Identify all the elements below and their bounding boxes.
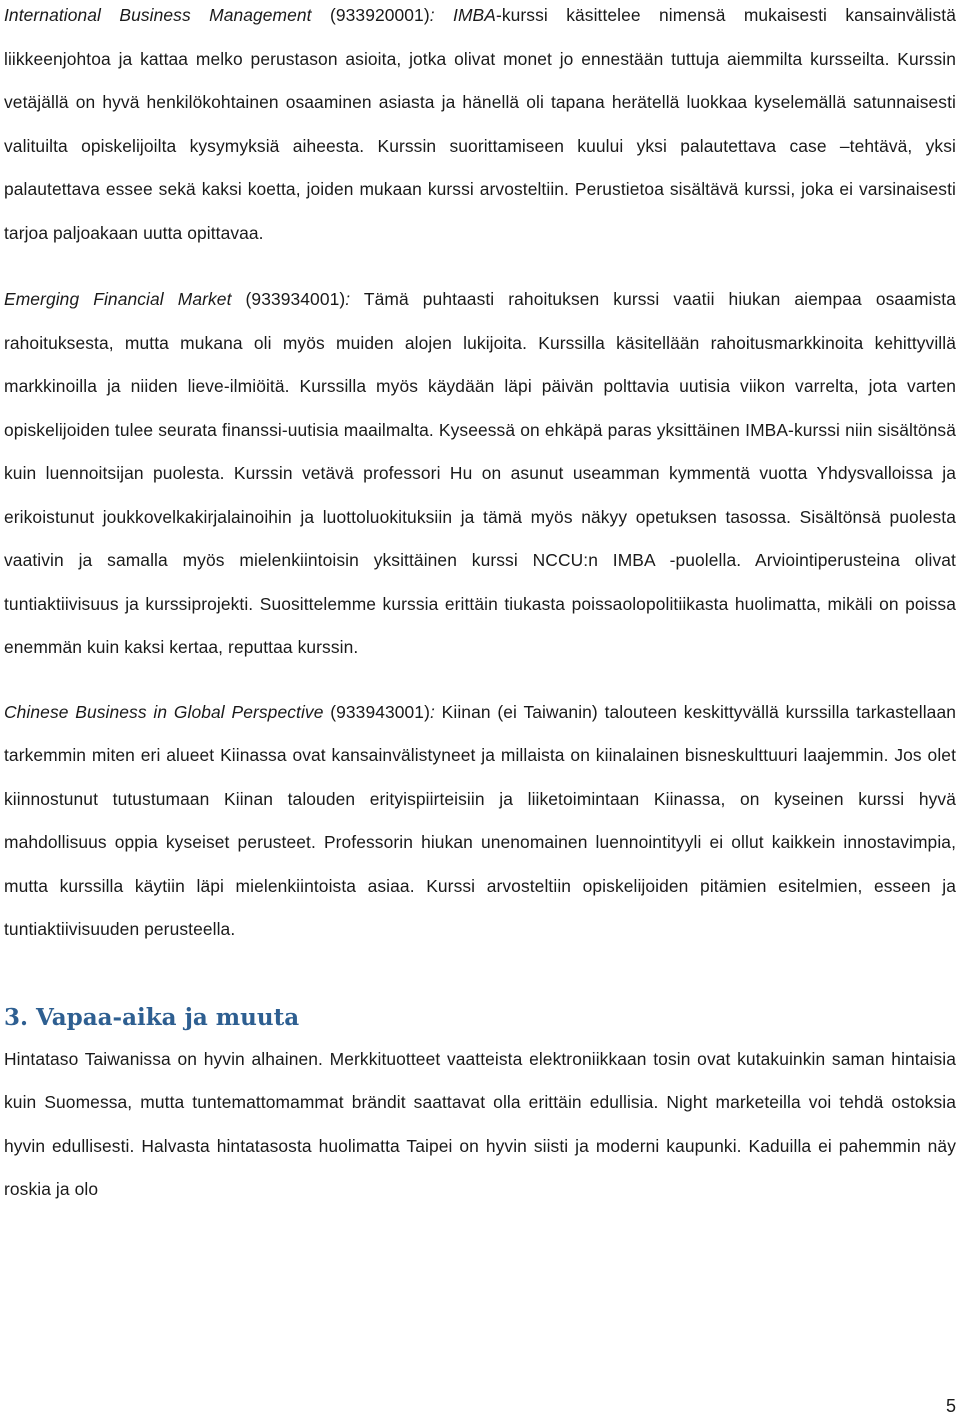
document-page — [4, 0, 956, 1212]
course-text-cbgp: Kiinan (ei Taiwanin) talouteen keskittyvällä kurssilla tarkastellaan tarkemmin miten eri alueet Kiinassa ovat kansainvälistyneet ja millaista on kiinalainen bisneskulttuuri laajemmin. Jos olet kiinnostunut tutustumaan Kiinan talouden erityispiirteisiin ja liiketoimintaan Kiinassa, on kyseinen kurssi hyvä mahdollisuus oppia kyseiset perusteet. Professorin hiukan unenomainen luennointityyli ei ollut kaikkein innostavimpia, mutta kurssilla käytiin läpi mielenkiintoista asiaa. Kurssi arvosteltiin opiskelijoiden pitämien esitelmien, esseen ja tuntiaktiivisuuden perusteella. — [4, 701, 956, 939]
course-code-cbgp: (933943001) — [323, 701, 430, 722]
course-name-cbgp: Chinese Business in Global Perspective — [4, 701, 324, 722]
course-paragraph-efm — [4, 278, 956, 670]
course-colon-efm: : — [345, 289, 351, 309]
course-name-efm: Emerging Financial Market — [4, 289, 232, 309]
course-colon-cbgp: : — [429, 701, 435, 722]
course-paragraph-ibm — [4, 0, 956, 255]
course-code-efm: (933934001) — [231, 289, 346, 309]
course-imba-ibm: IMBA — [434, 5, 496, 25]
section-heading: 3. Vapaa-aika ja muuta — [4, 1003, 300, 1031]
section-paragraph: Hintataso Taiwanissa on hyvin alhainen. Merkkituotteet vaatteista elektroniikkaan tosin ovat kutakuinkin saman hintaisia kuin Suomessa, mutta tuntemattomammat brändit saattavat olla erittäin edullisia. Night marketeilla voi tehdä ostoksia hyvin edullisesti. Halvasta hintatasosta huolimatta Taipei on hyvin siisti ja moderni kaupunki. Kaduilla ei pahemmin näy roskia ja olo — [4, 1048, 956, 1199]
course-text-ibm: -kurssi käsittelee nimensä mukaisesti kansainvälistä liikkeenjohtoa ja kattaa melko perustason asioita, jotka olivat monet jo ennestään tuttuja aiemmilta kursseilta. Kurssin vetäjällä on hyvä henkilökohtainen osaaminen asiasta ja hänellä oli tapana herätellä luokkaa kyselemällä satunnaisesti valituilta opiskelijoilta kysymyksiä aiheesta. Kurssin suorittamiseen kuului yksi palautettava case –tehtävä, yksi palautettava essee sekä kaksi koetta, joiden mukaan kurssi arvosteltiin. Perustietoa sisältävä kurssi, joka ei varsinaisesti tarjoa paljoakaan uutta opittavaa. — [4, 5, 956, 243]
page-number: 5 — [945, 1396, 956, 1416]
course-text-efm: Tämä puhtaasti rahoituksen kurssi vaatii hiukan aiempaa osaamista rahoituksesta, mutta mukana oli myös muiden alojen lukijoita. Kurssilla käsitellään rahoitusmarkkinoita kehittyvillä markkinoilla ja niiden lieve-ilmiöitä. Kurssilla myös käydään läpi päivän polttavia uutisia viikon varrelta, jota varten opiskelijoiden tulee seurata finanssi-uutisia maailmalta. Kyseessä on ehkäpä paras yksittäinen IMBA-kurssi niin sisältönsä kuin luennoitsijan puolesta. Kurssin vetävä professori Hu on asunut useamman kymmentä vuotta Yhdysvalloissa ja erikoistunut joukkovelkakirjalainoihin ja luottoluokituksiin ja tämä myös näkyy opetuksen tasossa. Sisältönsä puolesta vaativin ja samalla myös mielenkiintoisin yksittäinen kurssi NCCU:n IMBA -puolella. Arviointiperusteina olivat tuntiaktiivisuus ja kurssiprojekti. Suosittelemme kurssia erittäin tiukasta poissaolopolitiikasta huolimatta, mikäli on poissa enemmän kuin kaksi kertaa, reputtaa kurssin. — [4, 289, 956, 657]
course-code-ibm: (933920001) — [311, 5, 430, 25]
course-name-ibm: International Business Management — [4, 5, 312, 25]
course-colon-ibm: : — [429, 5, 435, 25]
course-paragraph-cbgp — [4, 691, 956, 952]
